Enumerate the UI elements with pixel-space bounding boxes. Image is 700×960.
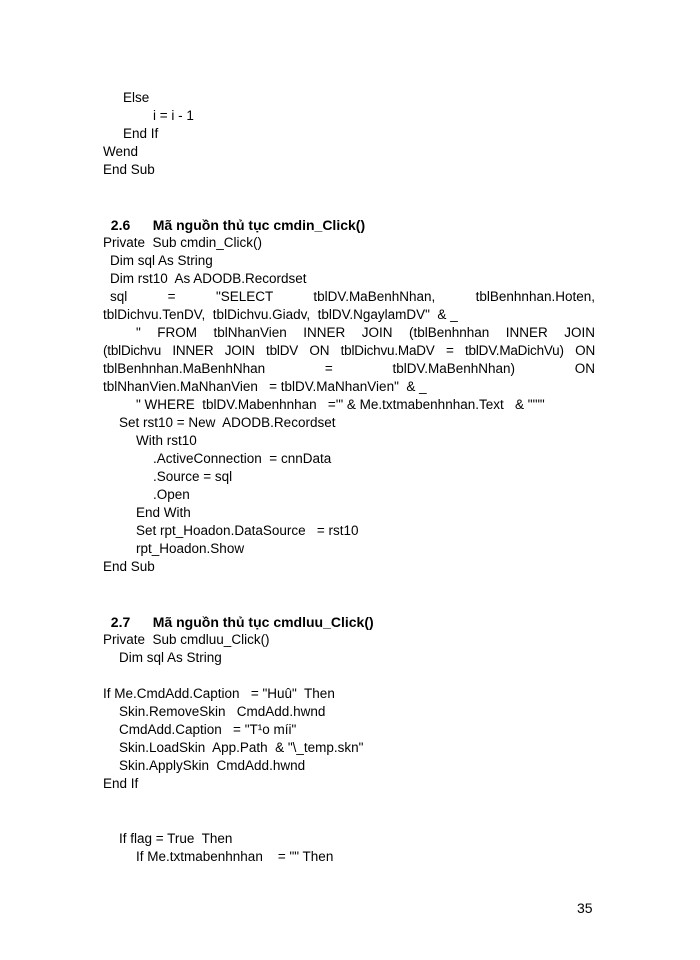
code-line: Set rst10 = New ADODB.Recordset: [119, 415, 336, 430]
code-line: With rst10: [136, 433, 197, 448]
section-number: 2.6: [110, 217, 131, 233]
code-line: i = i - 1: [153, 108, 194, 123]
section-number: 2.7: [110, 614, 131, 630]
code-line: .ActiveConnection = cnnData: [153, 451, 332, 466]
code-line: rpt_Hoadon.Show: [136, 541, 245, 556]
code-line: .Source = sql: [153, 469, 233, 484]
code-line: sql = "SELECT tblDV.MaBenhNhan, tblBenhnhan.Hoten,: [110, 289, 595, 304]
code-line: Skin.ApplySkin CmdAdd.hwnd: [119, 758, 306, 773]
code-line: If flag = True Then: [119, 831, 233, 846]
code-line: Set rpt_Hoadon.DataSource = rst10: [136, 523, 359, 538]
code-line: Skin.RemoveSkin CmdAdd.hwnd: [119, 704, 326, 719]
code-line: If Me.CmdAdd.Caption = "Huû" Then: [103, 686, 335, 701]
code-line: Dim rst10 As ADODB.Recordset: [110, 271, 307, 286]
code-line: Else: [123, 90, 150, 105]
code-line: (tblDichvu INNER JOIN tblDV ON tblDichvu.MaDV = tblDV.MaDichVu) ON: [103, 343, 595, 358]
code-line: " FROM tblNhanVien INNER JOIN (tblBenhnhan INNER JOIN: [136, 325, 595, 340]
section-title: Mã nguồn thủ tục cmdin_Click(): [152, 217, 366, 233]
code-line: End With: [136, 505, 191, 520]
code-line: CmdAdd.Caption = "T¹o míi": [119, 722, 297, 737]
code-line: Skin.LoadSkin App.Path & "\_temp.skn": [119, 740, 364, 755]
code-line: Dim sql As String: [119, 650, 222, 665]
code-line: tblNhanVien.MaNhanVien = tblDV.MaNhanVien" & _: [103, 379, 427, 394]
code-line: " WHERE tblDV.Mabenhnhan ='" & Me.txtmabenhnhan.Text & "'"": [136, 397, 545, 412]
page-number: 35: [577, 900, 593, 916]
code-line: Wend: [103, 144, 139, 159]
code-line: End Sub: [103, 559, 155, 574]
code-line: End Sub: [103, 162, 155, 177]
code-line: End If: [123, 126, 159, 141]
section-title: Mã nguồn thủ tục cmdluu_Click(): [152, 614, 374, 630]
section-heading-2-7: [103, 595, 374, 631]
code-line: Private Sub cmdluu_Click(): [103, 632, 270, 647]
code-line: If Me.txtmabenhnhan = "" Then: [136, 849, 334, 864]
section-heading-2-6: [103, 198, 365, 234]
code-line: End If: [103, 776, 139, 791]
code-line: .Open: [153, 487, 190, 502]
code-line: tblDichvu.TenDV, tblDichvu.Giadv, tblDV.NgaylamDV" & _: [103, 307, 458, 322]
code-line: Dim sql As String: [110, 253, 213, 268]
code-line: tblBenhnhan.MaBenhNhan = tblDV.MaBenhNhan) ON: [103, 361, 595, 376]
code-line: Private Sub cmdin_Click(): [103, 235, 263, 250]
